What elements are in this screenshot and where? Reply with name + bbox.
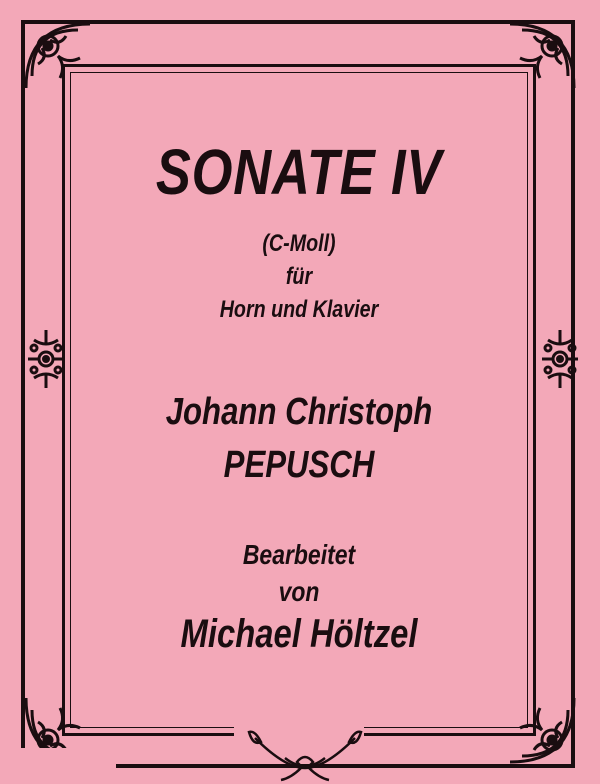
- corner-scroll-ornament-top-left: [18, 16, 98, 96]
- side-rosette-ornament-left: [24, 326, 68, 392]
- corner-scroll-ornament-top-right: [502, 16, 582, 96]
- side-rosette-ornament-right: [538, 326, 582, 392]
- arranged-label: Bearbeitet: [242, 539, 356, 570]
- by-word: von: [278, 576, 320, 607]
- key-signature: (C-Moll): [262, 230, 336, 257]
- composer-surname: PEPUSCH: [223, 444, 375, 486]
- label-patch-left: [0, 748, 116, 784]
- for-word: für: [285, 263, 313, 290]
- instrumentation: Horn und Klavier: [219, 296, 379, 323]
- arranger-name: Michael Höltzel: [180, 612, 418, 656]
- corner-scroll-ornament-bottom-right: [502, 690, 582, 770]
- crossed-horns-icon: [245, 728, 365, 784]
- composer-first-names: Johann Christoph: [165, 391, 433, 433]
- sonata-title: SONATE IV: [155, 136, 443, 208]
